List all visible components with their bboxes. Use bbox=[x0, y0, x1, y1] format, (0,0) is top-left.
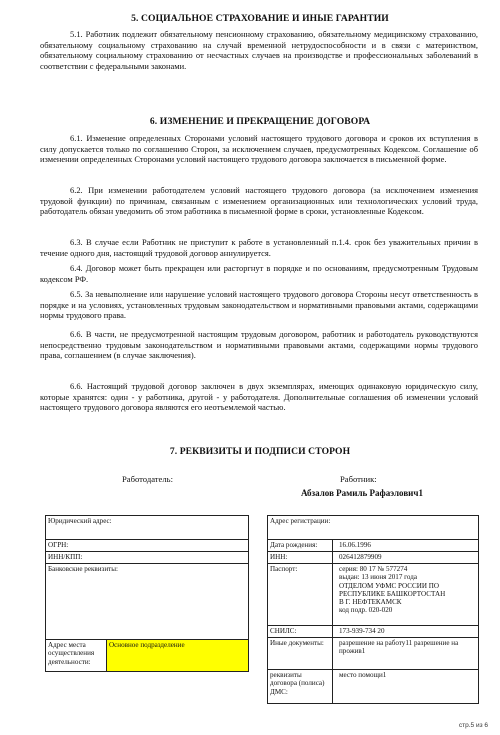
employee-passport-value bbox=[333, 564, 479, 626]
employer-label: Работодатель: bbox=[122, 474, 173, 484]
section7-title: 7. РЕКВИЗИТЫ И ПОДПИСИ СТОРОН bbox=[169, 446, 351, 457]
passport-issued: выдан: 13 июня 2017 года bbox=[339, 573, 418, 582]
employee-requisites-table bbox=[267, 515, 479, 704]
passport-authority-2: РЕСПУБЛИКЕ БАШКОРТОСТАН bbox=[339, 589, 446, 598]
passport-code: код подр. 020-020 bbox=[339, 606, 393, 615]
employee-snils-label: СНИЛС: bbox=[268, 626, 333, 638]
employee-inn-value: 026412879909 bbox=[333, 552, 479, 564]
passport-series: серия: 80 17 № 577274 bbox=[339, 565, 408, 573]
section6-paragraph-3: 6.3. В случае если Работник не приступит к работе в установленный п.1.4. срок без уважительных причин в течение одного дня, настоящий трудовой договор аннулируется. bbox=[40, 237, 478, 258]
employer-place-value: Основное подразделение bbox=[107, 640, 249, 672]
employee-inn-label: ИНН: bbox=[268, 552, 333, 564]
employer-place-label: Адрес места осуществления деятельности: bbox=[46, 640, 107, 672]
employer-requisites-table bbox=[45, 515, 249, 672]
section6-paragraph-2: 6.2. При изменении работодателем условий настоящего трудового договора (за исключением изменения трудовой функции) по причинам, связанным с изменением организационных или технологических условий труда, работодатель обязан уведомить об этом работника в письменной форме в сроки, установленные Кодексом. bbox=[40, 185, 478, 216]
section6-paragraph-5: 6.5. За невыполнение или нарушение условий настоящего трудового договора Стороны несут ответственность в порядке и на условиях, установленных трудовым законодательством и нормативными правовыми актами, содержащими нормы трудового права. bbox=[40, 289, 478, 320]
employee-birth-value: 16.06.1996 bbox=[333, 540, 479, 552]
employer-bank-details: Банковские реквизиты: bbox=[46, 564, 249, 640]
employer-legal-address: Юридический адрес: bbox=[46, 516, 249, 540]
employer-ogrn: ОГРН: bbox=[46, 540, 249, 552]
employee-name: Абзалов Рамиль Рафаэлович1 bbox=[301, 488, 423, 498]
section6-paragraph-1: 6.1. Изменение определенных Сторонами условий настоящего трудового договора и сроков их вступления в силу допускается только по соглашению Сторон, за исключением случаев, предусмотренных Кодексом. Соглашение об изменении определенных Сторонами условий настоящего трудового договора заключается в письменной форме. bbox=[40, 133, 478, 164]
employee-dms-label: реквизиты договора (полиса) ДМС: bbox=[268, 670, 333, 704]
section5-title: 5. СОЦИАЛЬНОЕ СТРАХОВАНИЕ И ИНЫЕ ГАРАНТИИ bbox=[131, 13, 389, 24]
passport-authority-3: В Г. НЕФТЕКАМСК bbox=[339, 598, 402, 607]
employer-inn-kpp: ИНН/КПП: bbox=[46, 552, 249, 564]
employee-docs-value: разрешение на работу11 разрешение на прожив1 bbox=[333, 638, 479, 670]
employee-snils-value: 173-939-734 20 bbox=[333, 626, 479, 638]
employee-dms-value: место помощи1 bbox=[333, 670, 479, 704]
section5-paragraph-1: 5.1. Работник подлежит обязательному пенсионному страхованию, обязательному медицинскому страхованию, обязательному социальному страхованию на случай временной нетрудоспособности и в связи с материнством, обязательному социальному страхованию от несчастных случаев на производстве и профессиональных заболеваний в соответствии с федеральными законами. bbox=[40, 29, 478, 71]
section6-paragraph-6: 6.6. В части, не предусмотренной настоящим трудовым договором, работник и работодатель руководствуются непосредственно трудовым законодательством и нормативными правовыми актами, содержащими нормы трудового права, соглашением (в случае заключения). bbox=[40, 329, 478, 360]
page-number: стр.5 из 6 bbox=[458, 722, 488, 729]
employee-passport-label: Паспорт: bbox=[268, 564, 333, 626]
section6-paragraph-7: 6.6. Настоящий трудовой договор заключен в двух экземплярах, имеющих одинаковую юридическую силу, которые хранятся: один - у работника, другой - у работодателя. Дополнительные соглашения об изменении условий настоящего трудового договора являются его неотъемлемой частью. bbox=[40, 381, 478, 412]
employee-docs-label: Иные документы: bbox=[268, 638, 333, 670]
section6-title: 6. ИЗМЕНЕНИЕ И ПРЕКРАЩЕНИЕ ДОГОВОРА bbox=[149, 116, 371, 127]
passport-authority-1: ОТДЕЛОМ УФМС РОССИИ ПО bbox=[339, 581, 439, 590]
employee-label: Работник: bbox=[340, 474, 377, 484]
employee-reg-address: Адрес регистрации: bbox=[268, 516, 479, 540]
employee-birth-label: Дата рождения: bbox=[268, 540, 333, 552]
section6-paragraph-4: 6.4. Договор может быть прекращен или расторгнут в порядке и по основаниям, предусмотренным Трудовым кодексом РФ. bbox=[40, 263, 478, 284]
